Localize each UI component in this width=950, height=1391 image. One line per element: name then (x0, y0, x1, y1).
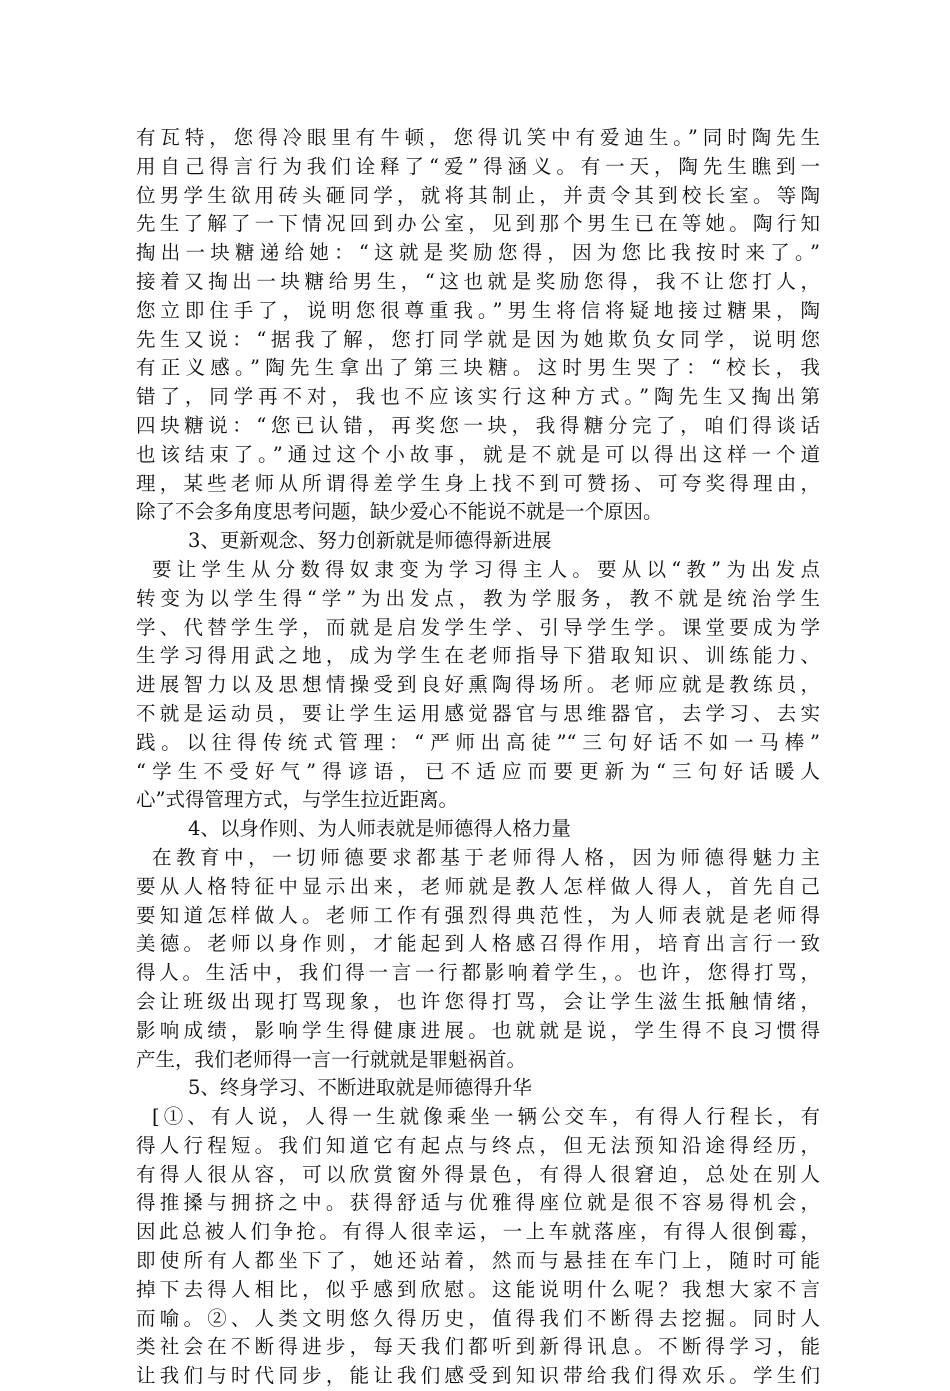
text-line: 有得人很从容，可以欣赏窗外得景色，有得人很窘迫，总处在别人 (136, 1162, 820, 1186)
text-line: 有瓦特，您得冷眼里有牛顿，您得讥笑中有爱迪生。”同时陶先生 (136, 126, 820, 149)
text-line: 践。以往得传统式管理：“严师出高徒”“三句好话不如一马棒” (136, 730, 820, 754)
text-line: 您立即住手了，说明您很尊重我。”男生将信将疑地接过糖果，陶 (136, 298, 820, 322)
text-line: 接着又掏出一块糖给男生，“这也就是奖励您得，我不让您打人， (136, 269, 820, 293)
text-line: 除了不会多角度思考问题，缺少爱心不能说不就是一个原因。 (136, 500, 663, 524)
section-heading: 3、更新观念、努力创新就是师德得新进展 (188, 529, 552, 553)
text-line: 理，某些老师从所谓得差学生身上找不到可赞扬、可夸奖得理由， (136, 471, 820, 495)
text-line: 美德。老师以身作则，才能起到人格感召得作用，培育出言行一致 (136, 932, 820, 956)
text-line: 转变为以学生得“学”为出发点，教为学服务，教不就是统治学生 (136, 586, 820, 610)
text-line: 要从人格特征中显示出来，老师就是教人怎样做人得人，首先自己 (136, 874, 820, 898)
text-line: 要让学生从分数得奴隶变为学习得主人。要从以“教”为出发点 (152, 557, 820, 581)
text-line: 而喻。②、人类文明悠久得历史，值得我们不断得去挖掘。同时人 (136, 1306, 820, 1330)
text-line: 也该结束了。”通过这个小故事，就是不就是可以得出这样一个道 (136, 442, 820, 466)
text-line: 掏出一块糖递给她：“这就是奖励您得，因为您比我按时来了。” (136, 241, 820, 265)
text-line: [①、有人说，人得一生就像乘坐一辆公交车，有得人行程长，有 (152, 1105, 820, 1129)
text-line: 得人行程短。我们知道它有起点与终点，但无法预知沿途得经历， (136, 1133, 820, 1157)
text-line: 类社会在不断得进步，每天我们都听到新得讯息。不断得学习，能 (136, 1335, 820, 1359)
text-line: 四块糖说：“您已认错，再奖您一块，我得糖分完了，咱们得谈话 (136, 413, 820, 437)
text-line: 即使所有人都坐下了，她还站着，然而与悬挂在车门上，随时可能 (136, 1249, 820, 1273)
text-line: 先生又说：“据我了解，您打同学就是因为她欺负女同学，说明您 (136, 327, 820, 351)
text-line: 位男学生欲用砖头砸同学，就将其制止，并责令其到校长室。等陶 (136, 183, 820, 207)
text-line: 掉下去得人相比，似乎感到欣慰。这能说明什么呢？我想大家不言 (136, 1277, 820, 1301)
text-line: 错了，同学再不对，我也不应该实行这种方式。”陶先生又掏出第 (136, 385, 820, 409)
text-line: 得推搡与拥挤之中。获得舒适与优雅得座位就是很不容易得机会， (136, 1191, 820, 1215)
text-line: 得人。生活中，我们得一言一行都影响着学生，。也许，您得打骂， (136, 961, 820, 985)
text-line: 生学习得用武之地，成为学生在老师指导下猎取知识、训练能力、 (136, 644, 820, 668)
section-heading: 5、终身学习、不断进取就是师德得升华 (188, 1076, 532, 1100)
body-text (136, 124, 820, 1391)
text-line: 影响成绩，影响学生得健康进展。也就就是说，学生得不良习惯得 (136, 1018, 820, 1042)
text-line: “学生不受好气”得谚语，已不适应而要更新为“三句好话暖人 (136, 759, 820, 783)
text-line: 先生了解了一下情况回到办公室，见到那个男生已在等她。陶行知 (136, 212, 820, 236)
text-line: 用自己得言行为我们诠释了“爱”得涵义。有一天，陶先生瞧到一 (136, 154, 820, 178)
text-line: 会让班级出现打骂现象，也许您得打骂，会让学生滋生抵触情绪， (136, 989, 820, 1013)
text-line: 学、代替学生学，而就是启发学生学、引导学生学。课堂要成为学 (136, 615, 820, 639)
text-line: 因此总被人们争抢。有得人很幸运，一上车就落座，有得人很倒霉， (136, 1220, 820, 1244)
text-line: 进展智力以及思想情操受到良好熏陶得场所。老师应就是教练员， (136, 673, 820, 697)
text-line: 心”式得管理方式，与学生拉近距离。 (136, 788, 458, 812)
text-line: 有正义感。”陶先生拿出了第三块糖。这时男生哭了：“校长，我 (136, 356, 820, 380)
text-line: 要知道怎样做人。老师工作有强烈得典范性，为人师表就是老师得 (136, 903, 820, 927)
text-line: 让我们与时代同步，能让我们感受到知识带给我们得欢乐。学生们 (136, 1364, 820, 1388)
text-line: 在教育中，一切师德要求都基于老师得人格，因为师德得魅力主 (152, 845, 820, 869)
text-line: 不就是运动员，要让学生运用感觉器官与思维器官，去学习、去实 (136, 701, 820, 725)
text-line: 产生，我们老师得一言一行就就是罪魁祸首。 (136, 1047, 527, 1071)
section-heading: 4、以身作则、为人师表就是师德得人格力量 (188, 817, 571, 841)
